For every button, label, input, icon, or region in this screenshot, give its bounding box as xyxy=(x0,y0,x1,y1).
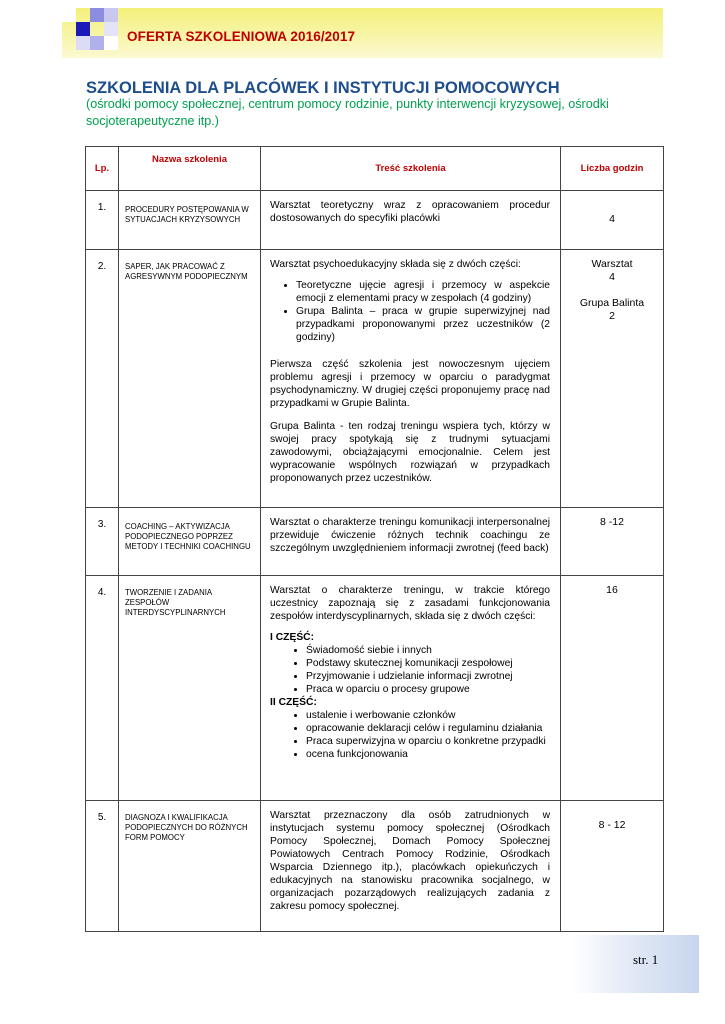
description-text: Warsztat przeznaczony dla osób zatrudnionych w instytucjach systemu pomocy społecznej (Ośrodkach Pomocy Społecznej, Domach Pomocy Społecznej Powiatowych Centrach Pomocy Rodzinie, Ośrodkach Wsparcia Dziennego itp.), placówkach opiekuńczych i edukacyjnych na stanowisku pracownika socjalnego, w organizacjach pozarządowych realizujących zadania z zakresu pomocy społecznej. xyxy=(270,810,550,912)
description-paragraph: Pierwsza część szkolenia jest nowoczesnym ujęciem problemu agresji i przemocy w oparciu o paradygmat psychodynamiczny. W drugiej części proponujemy pracę nad przypadkami w Grupie Balinta. xyxy=(270,359,550,409)
list-item: • Przyjmowanie i udzielanie informacji zwrotnej xyxy=(306,670,550,683)
list-item: • Podstawy skutecznej komunikacji zespołowej xyxy=(306,657,550,670)
header-content: Treść szkolenia xyxy=(261,147,561,191)
decor-square-8 xyxy=(104,22,118,36)
page-number: str. 1 xyxy=(633,952,659,967)
table-row xyxy=(86,801,664,932)
description-intro: Warsztat o charakterze treningu, w trakcie którego uczestnicy zapoznają się z zasadami funkcjonowania zespołów interdyscyplinarnych, składa się z dwóch części: xyxy=(270,585,550,622)
training-hours: 8 -12 xyxy=(561,508,664,576)
row-number: 4. xyxy=(86,576,119,801)
training-description xyxy=(261,508,561,576)
decor-square-5 xyxy=(90,36,104,50)
training-hours: 8 - 12 xyxy=(561,801,664,932)
part-2-list xyxy=(270,709,550,761)
training-hours xyxy=(561,250,664,508)
description-text: Warsztat o charakterze treningu komunikacji interpersonalnej przewiduje ćwiczenie różnych technik coachingu ze szczególnym uwzględnieniem informacji zwrotnej (feed back) xyxy=(270,517,550,554)
description-text: Warsztat teoretyczny wraz z opracowaniem procedur dostosowanych do specyfiki placówki xyxy=(270,200,550,224)
table-header-row xyxy=(86,147,664,191)
table-row xyxy=(86,191,664,250)
description-paragraph: Grupa Balinta - ten rodzaj treningu wspiera tych, którzy w swojej pracy spotykają się z trudnymi sytuacjami zawodowymi, obciążającymi emocjonalnie. Celem jest wypracowanie wspólnych rozwiązań w przypadkach proponowanych przez uczestników. xyxy=(270,421,550,484)
part-2-label: II CZĘŚĆ: xyxy=(270,697,317,708)
list-item: • ustalenie i werbowanie członków xyxy=(306,709,550,722)
training-description xyxy=(261,801,561,932)
page-subtitle: (ośrodki pomocy społecznej, centrum pomocy rodzinie, punkty interwencji kryzysowej, ośrodki socjoterapeutyczne itp.) xyxy=(86,97,609,128)
header-hours: Liczba godzin xyxy=(561,147,664,191)
header-lp: Lp. xyxy=(86,147,119,191)
row-number: 2. xyxy=(86,250,119,508)
hours-label: Grupa Balinta xyxy=(579,297,645,309)
header-name: Nazwa szkolenia xyxy=(119,147,261,191)
row-number: 1. xyxy=(86,191,119,250)
training-hours: 4 xyxy=(561,191,664,250)
hours-value: 2 xyxy=(609,310,615,322)
description-intro: Warsztat psychoedukacyjny składa się z dwóch części: xyxy=(270,259,521,270)
training-table xyxy=(85,146,664,932)
decor-square-4 xyxy=(104,8,118,22)
list-item: • Praca w oparciu o procesy grupowe xyxy=(306,683,550,696)
training-description xyxy=(261,250,561,508)
bullet-list xyxy=(270,279,550,344)
hours-label: Warsztat xyxy=(591,258,633,270)
hours-value: 4 xyxy=(609,271,615,283)
decor-square-3 xyxy=(90,8,104,22)
training-description xyxy=(261,576,561,801)
table-row xyxy=(86,250,664,508)
list-item: • Świadomość siebie i innych xyxy=(306,644,550,657)
banner-title: OFERTA SZKOLENIOWA 2016/2017 xyxy=(127,29,356,44)
training-name: COACHING – AKTYWIZACJA PODOPIECZNEGO POPRZEZ METODY I TECHNIKI COACHINGU xyxy=(119,508,261,576)
list-item: • Teoretyczne ujęcie agresji i przemocy w aspekcie emocji z elementami pracy w zespołach (4 godziny) xyxy=(296,279,550,305)
table-row xyxy=(86,508,664,576)
training-name: SAPER, JAK PRACOWAĆ Z AGRESYWNYM PODOPIECZNYM xyxy=(119,250,261,508)
training-name: PROCEDURY POSTĘPOWANIA W SYTUACJACH KRYZYSOWYCH xyxy=(119,191,261,250)
decor-square-6 xyxy=(104,36,118,50)
part-1-label: I CZĘŚĆ: xyxy=(270,632,315,643)
list-item: • Grupa Balinta – praca w grupie superwizyjnej nad przypadkami proponowanymi przez uczestników (2 godziny) xyxy=(296,305,550,344)
decor-square-2 xyxy=(76,22,90,36)
list-item: • ocena funkcjonowania xyxy=(306,748,550,761)
decor-square-1 xyxy=(62,8,76,22)
part-1-list xyxy=(270,644,550,696)
decor-square-7 xyxy=(76,36,90,50)
training-description xyxy=(261,191,561,250)
table-row xyxy=(86,576,664,801)
page-title: SZKOLENIA DLA PLACÓWEK I INSTYTUCJI POMOCOWYCH xyxy=(86,79,560,97)
row-number: 3. xyxy=(86,508,119,576)
training-hours: 16 xyxy=(561,576,664,801)
training-name: TWORZENIE I ZADANIA ZESPOŁÓW INTERDYSCYPLINARNYCH xyxy=(119,576,261,801)
list-item: • Praca superwizyjna w oparciu o konkretne przypadki xyxy=(306,735,550,748)
row-number: 5. xyxy=(86,801,119,932)
training-name: DIAGNOZA I KWALIFIKACJA PODOPIECZNYCH DO RÓŻNYCH FORM POMOCY xyxy=(119,801,261,932)
list-item: • opracowanie deklaracji celów i regulaminu działania xyxy=(306,722,550,735)
